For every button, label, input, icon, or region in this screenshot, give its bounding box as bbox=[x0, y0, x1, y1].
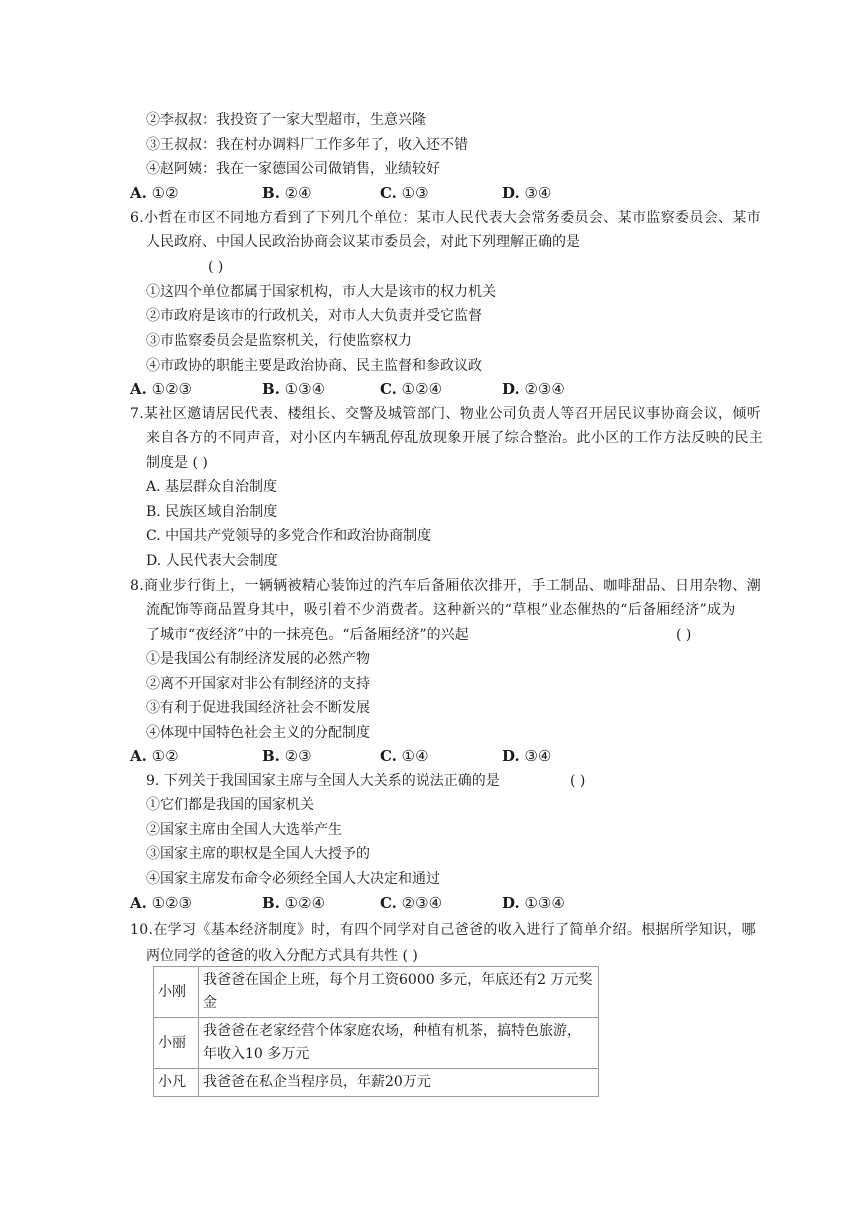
q8-item: ①是我国公有制经济发展的必然产物 bbox=[146, 651, 370, 667]
answer-paren: ( ) bbox=[208, 259, 224, 275]
q8-stem-line: 流配饰等商品置身其中，吸引着不少消费者。这种新兴的“草根”业态催热的“后备厢经济”成为 bbox=[146, 602, 736, 618]
option-c: C. ①④ bbox=[380, 747, 429, 765]
option-b: B. ①②④ bbox=[262, 894, 326, 912]
q9-item: ④国家主席发布命令必须经全国人大决定和通过 bbox=[146, 871, 440, 887]
q6-stem-line: 6.小哲在市区不同地方看到了下列几个单位：某市人民代表大会常务委员会、某市监察委员会、某市 bbox=[130, 210, 762, 226]
answer-paren: ( ) bbox=[570, 773, 586, 789]
option-b: B. ②④ bbox=[262, 184, 312, 202]
q9-item: ①它们都是我国的国家机关 bbox=[146, 797, 314, 813]
q6-item: ④市政协的职能主要是政治协商、民主监督和参政议政 bbox=[146, 358, 482, 374]
income-description: 我爸爸在私企当程序员，年薪20万元 bbox=[199, 1069, 599, 1097]
student-name: 小丽 bbox=[154, 1018, 199, 1069]
q6-item: ①这四个单位都属于国家机构，市人大是该市的权力机关 bbox=[146, 284, 496, 300]
q9-item: ③国家主席的职权是全国人大授予的 bbox=[146, 846, 370, 862]
option-c: C. 中国共产党领导的多党合作和政治协商制度 bbox=[146, 528, 432, 544]
q6-item: ②市政府是该市的行政机关，对市人大负责并受它监督 bbox=[146, 308, 482, 324]
income-table bbox=[153, 966, 599, 1097]
table-row bbox=[154, 967, 599, 1018]
item-line: ④赵阿姨：我在一家德国公司做销售，业绩较好 bbox=[146, 161, 440, 177]
item-line: ③王叔叔：我在村办调料厂工作多年了，收入还不错 bbox=[146, 137, 468, 153]
option-c: C. ①③ bbox=[380, 184, 429, 202]
table-row bbox=[154, 1018, 599, 1069]
answer-paren: ( ) bbox=[676, 627, 692, 643]
q7-stem-line: 制度是 ( ) bbox=[146, 455, 208, 471]
q8-item: ③有利于促进我国经济社会不断发展 bbox=[146, 700, 370, 716]
student-name: 小刚 bbox=[154, 967, 199, 1018]
option-a: A. ①②③ bbox=[130, 894, 192, 912]
option-a: A. ①② bbox=[130, 184, 179, 202]
q8-stem-line: 8.商业步行街上，一辆辆被精心装饰过的汽车后备厢依次排开，手工制品、咖啡甜品、日用杂物、潮 bbox=[130, 578, 762, 594]
q10-stem-line: 两位同学的爸爸的收入分配方式具有共性 ( ) bbox=[146, 948, 418, 964]
q7-stem-line: 7.某社区邀请居民代表、楼组长、交警及城管部门、物业公司负责人等召开居民议事协商会议，倾听 bbox=[130, 406, 762, 422]
option-b: B. ①③④ bbox=[262, 380, 326, 398]
option-a: A. 基层群众自治制度 bbox=[146, 479, 278, 495]
option-d: D. ③④ bbox=[502, 184, 552, 202]
option-a: A. ①② bbox=[130, 747, 179, 765]
q10-stem-line: 10.在学习《基本经济制度》时，有四个同学对自己爸爸的收入进行了简单介绍。根据所学知识，哪 bbox=[130, 922, 757, 938]
option-c: C. ②③④ bbox=[380, 894, 443, 912]
table-row bbox=[154, 1069, 599, 1097]
q9-item: ②国家主席由全国人大选举产生 bbox=[146, 822, 342, 838]
income-description: 我爸爸在国企上班，每个月工资6000 多元，年底还有2 万元奖金 bbox=[199, 967, 599, 1018]
option-d: D. ①③④ bbox=[502, 894, 565, 912]
item-line: ②李叔叔：我投资了一家大型超市，生意兴隆 bbox=[146, 112, 426, 128]
student-name: 小凡 bbox=[154, 1069, 199, 1097]
option-d: D. ③④ bbox=[502, 747, 552, 765]
q8-item: ②离不开国家对非公有制经济的支持 bbox=[146, 676, 370, 692]
q8-item: ④体现中国特色社会主义的分配制度 bbox=[146, 725, 370, 741]
option-a: A. ①②③ bbox=[130, 380, 192, 398]
option-c: C. ①②④ bbox=[380, 380, 443, 398]
q8-stem-line: 了城市“夜经济”中的一抹亮色。“后备厢经济”的兴起 bbox=[146, 627, 469, 643]
option-b: B. 民族区域自治制度 bbox=[146, 504, 278, 520]
option-d: D. 人民代表大会制度 bbox=[146, 553, 278, 569]
option-d: D. ②③④ bbox=[502, 380, 565, 398]
income-description: 我爸爸在老家经营个体家庭农场，种植有机茶，搞特色旅游，年收入10 多万元 bbox=[199, 1018, 599, 1069]
q7-stem-line: 来自各方的不同声音，对小区内车辆乱停乱放现象开展了综合整治。此小区的工作方法反映的民主 bbox=[146, 430, 764, 446]
option-b: B. ②③ bbox=[262, 747, 312, 765]
q6-item: ③市监察委员会是监察机关，行使监察权力 bbox=[146, 333, 412, 349]
q6-stem-line: 人民政府、中国人民政治协商会议某市委员会，对此下列理解正确的是 bbox=[146, 234, 580, 250]
q9-stem: 9. 下列关于我国国家主席与全国人大关系的说法正确的是 bbox=[146, 773, 500, 789]
